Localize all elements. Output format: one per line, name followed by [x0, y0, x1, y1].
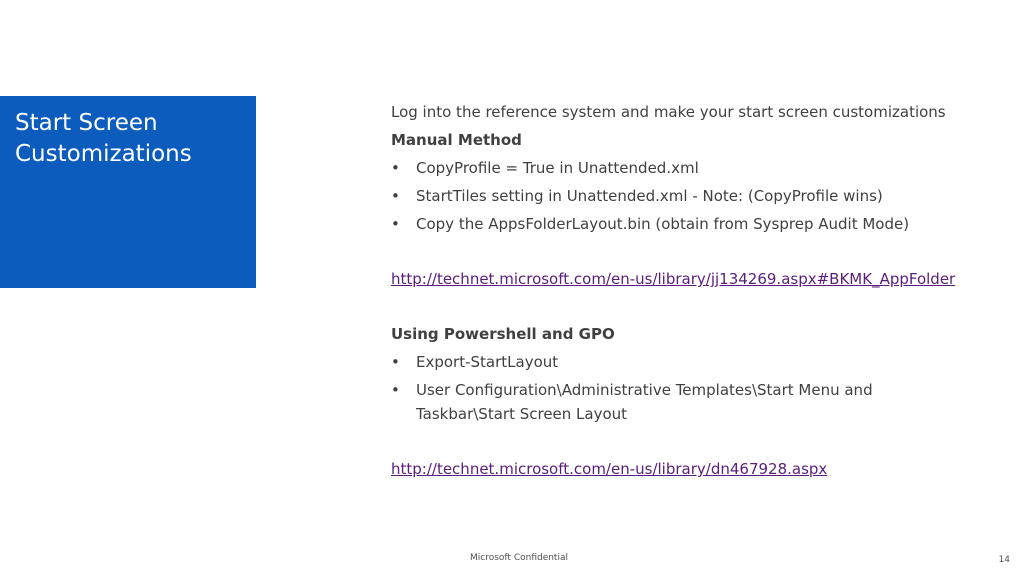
- bullet-item: [391, 184, 991, 208]
- bullet-item: [391, 378, 936, 426]
- bullet-item: [391, 350, 991, 374]
- bullet-text: Export-StartLayout: [416, 353, 559, 371]
- bullet-item: [391, 156, 991, 180]
- bullet-marker: •: [391, 159, 400, 177]
- intro-text: Log into the reference system and make your start screen customizations: [391, 103, 946, 121]
- spacer: [391, 430, 991, 457]
- bullet-text: CopyProfile = True in Unattended.xml: [416, 159, 699, 177]
- spacer: [391, 240, 991, 267]
- spacer: [391, 295, 991, 322]
- bullet-text: User Configuration\Administrative Templates\Start Menu and Taskbar\Start Screen Layout: [416, 381, 873, 423]
- slide-title: Start Screen Customizations: [15, 110, 192, 167]
- bullet-marker: •: [391, 381, 400, 399]
- section-heading-manual: Manual Method: [391, 131, 522, 149]
- bullet-text: StartTiles setting in Unattended.xml - Note: (CopyProfile wins): [416, 187, 883, 205]
- bullet-text: Copy the AppsFolderLayout.bin (obtain from Sysprep Audit Mode): [416, 215, 910, 233]
- bullet-marker: •: [391, 215, 400, 233]
- bullet-marker: •: [391, 187, 400, 205]
- bullet-marker: •: [391, 353, 400, 371]
- technet-appfolder-link[interactable]: http://technet.microsoft.com/en-us/library/jj134269.aspx#BKMK_AppFolder: [391, 270, 956, 288]
- confidential-label: Microsoft Confidential: [470, 553, 568, 563]
- technet-startlayout-link[interactable]: http://technet.microsoft.com/en-us/library/dn467928.aspx: [391, 460, 828, 478]
- slide-body: [391, 100, 991, 485]
- section-heading-powershell: Using Powershell and GPO: [391, 325, 615, 343]
- bullet-item: [391, 212, 991, 236]
- page-number: 14: [998, 555, 1010, 565]
